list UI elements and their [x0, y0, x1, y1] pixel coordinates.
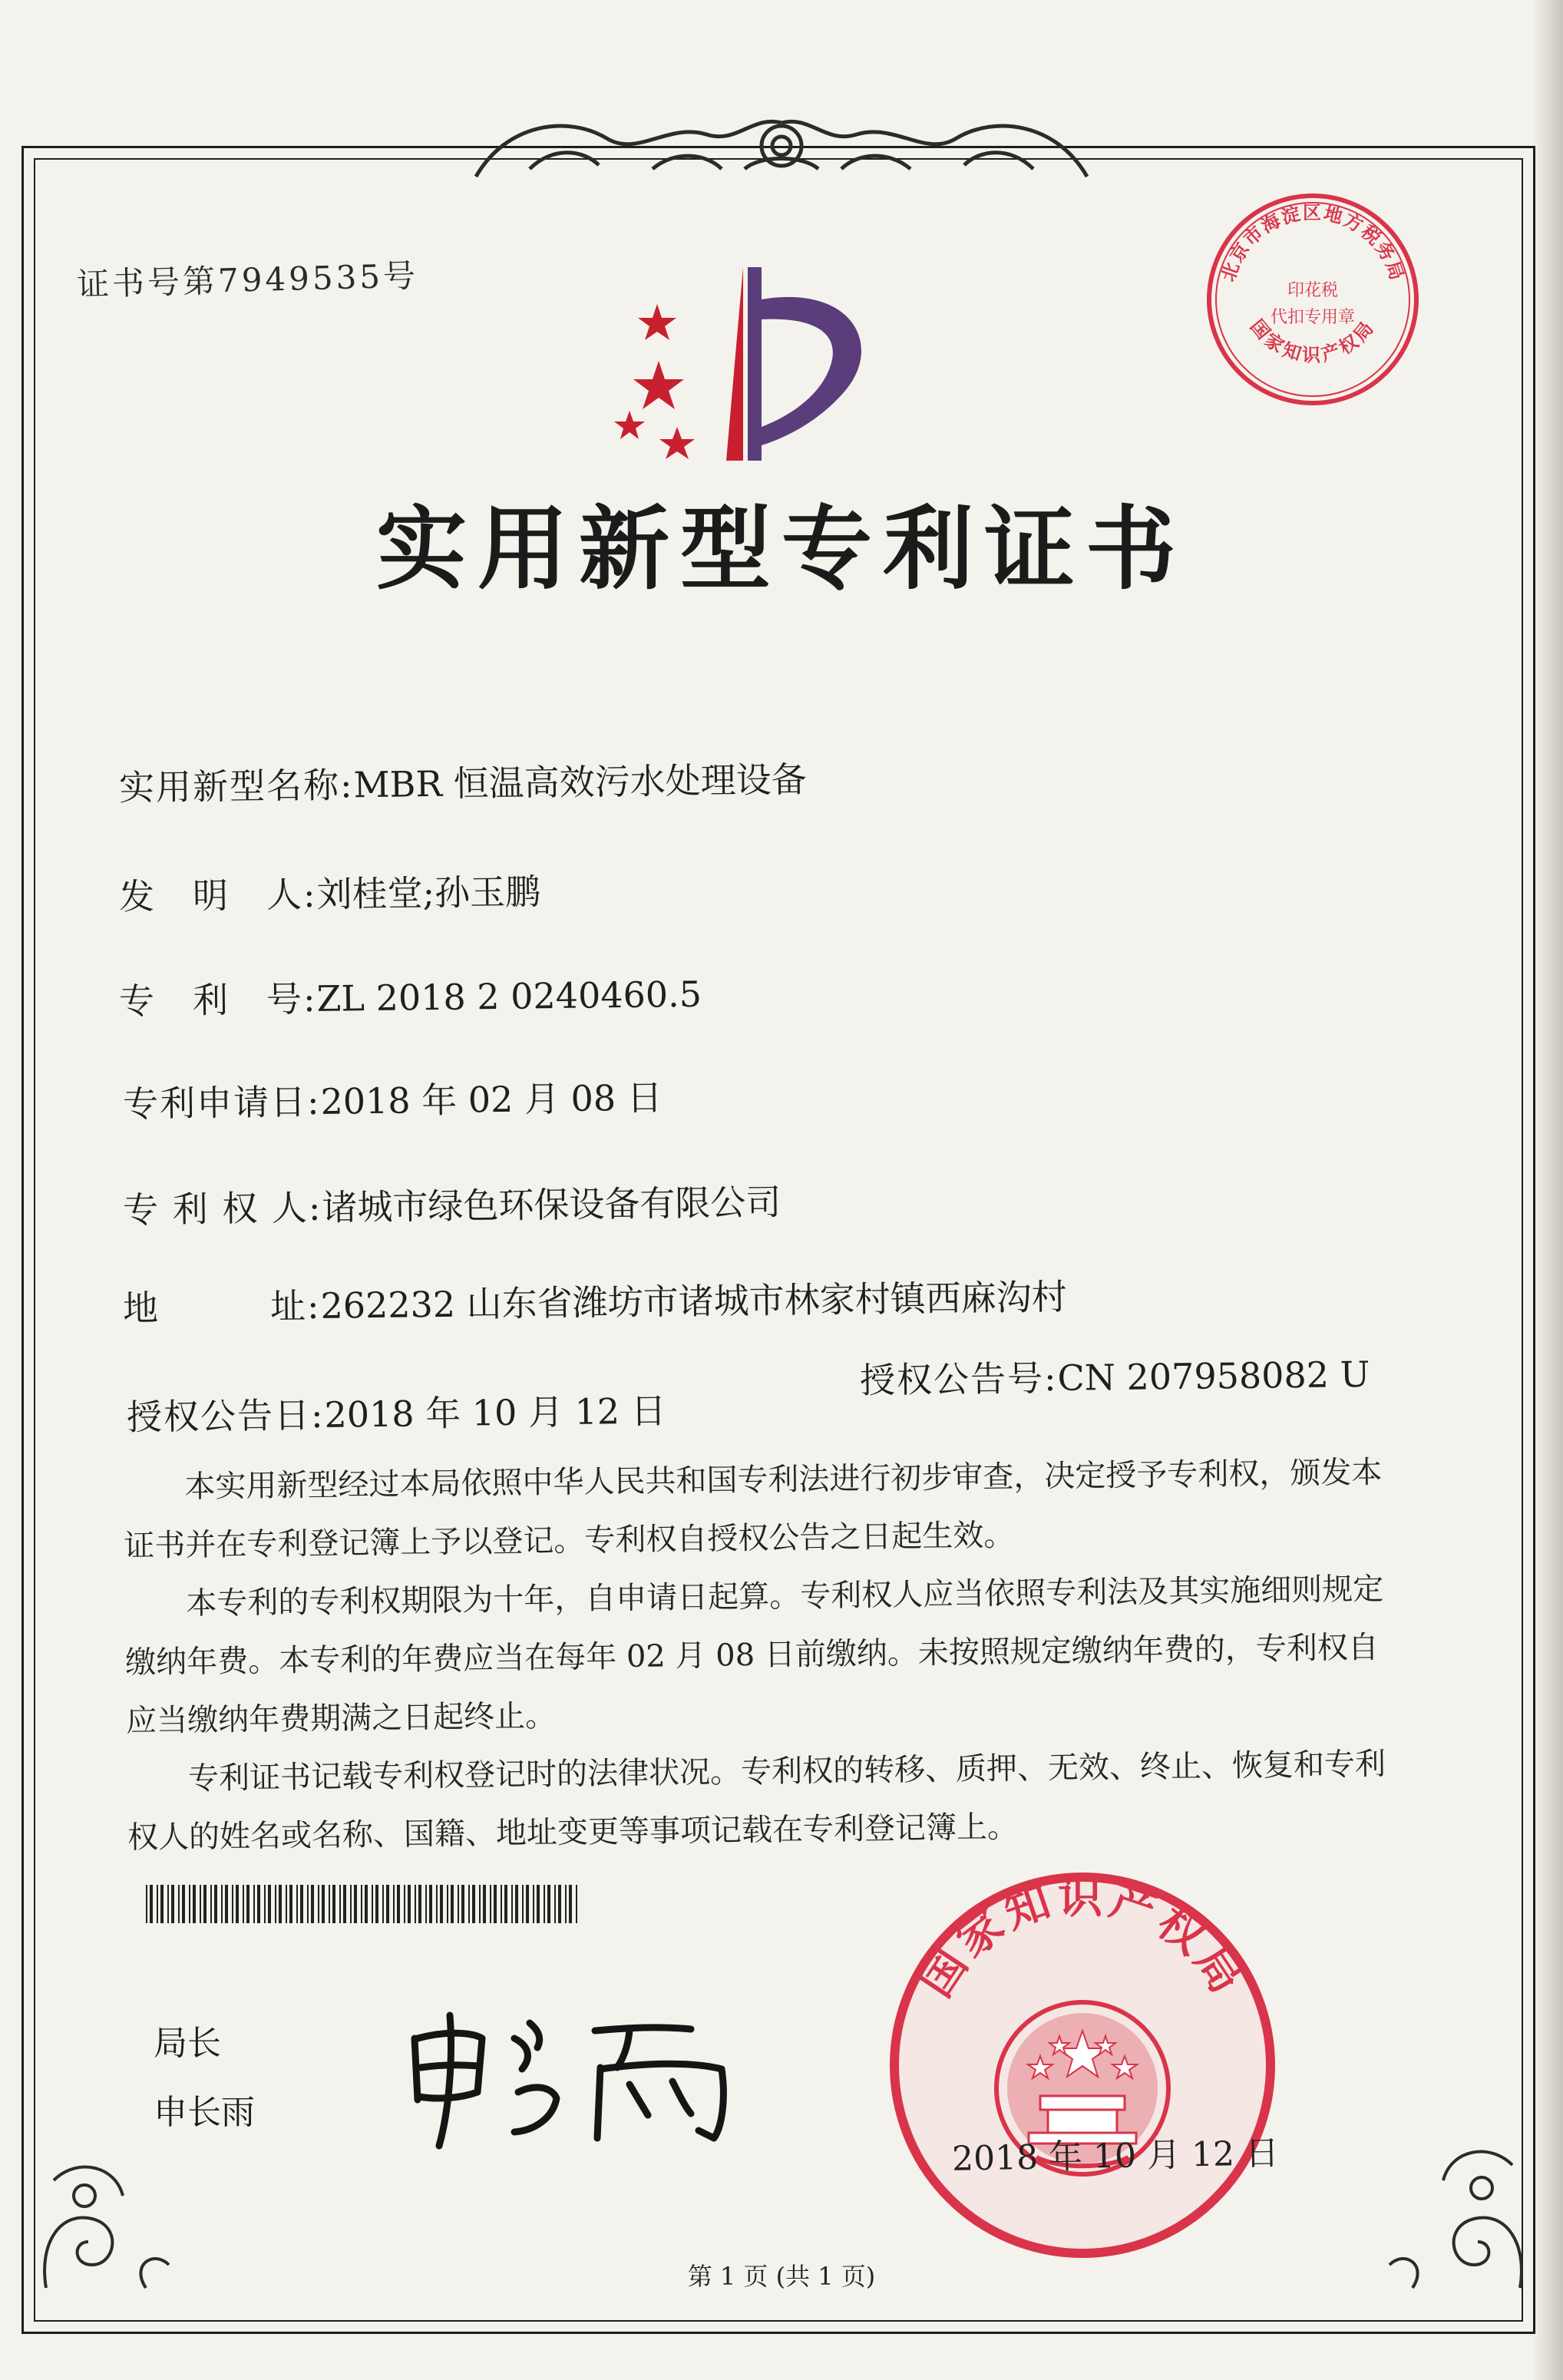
- body-paragraph: 本专利的专利权期限为十年，自申请日起算。专利权人应当依照专利法及其实施细则规定缴纳年费。本专利的年费应当在每年 02 月 08 日前缴纳。未按照规定缴纳年费的，专利权自应当缴纳年费期满之日起终止。: [124, 1571, 1384, 1739]
- field-grant-date: [127, 1383, 667, 1440]
- field-patent-number: [119, 967, 702, 1024]
- field-label: 专利申请日:: [122, 1080, 321, 1125]
- svg-text:北京市海淀区地方税务局: [1218, 202, 1409, 284]
- paper-edge: [1532, 0, 1563, 2380]
- director-name: 申长雨: [154, 2093, 255, 2132]
- field-value: 诸城市绿色环保设备有限公司: [322, 1181, 782, 1228]
- tax-stamp-bottom-text: 国家知识产权局: [1245, 315, 1380, 366]
- tax-stamp-ring-text: 北京市海淀区地方税务局: [1217, 202, 1409, 285]
- body-paragraph: 专利证书记载专利权登记时的法律状况。专利权的转移、质押、无效、终止、恢复和专利权人的姓名或名称、国籍、地址变更等事项记载在专利登记簿上。: [127, 1746, 1386, 1856]
- certificate-body: [123, 1443, 1386, 1867]
- tax-stamp: [1201, 188, 1424, 411]
- director-title: 局长: [154, 2024, 221, 2063]
- field-label: 专 利 号:: [118, 977, 317, 1022]
- field-label: 发 明 人:: [118, 873, 317, 917]
- top-dragon-ornament: [461, 92, 1102, 192]
- field-utility-model-name: [119, 752, 807, 811]
- body-paragraph: 本实用新型经过本局依照中华人民共和国专利法进行初步审查，决定授予专利权，颁发本证书并在专利登记簿上予以登记。专利权自授权公告之日起生效。: [124, 1454, 1383, 1564]
- tax-stamp-line1: 印花税: [1287, 281, 1339, 300]
- field-patentee: [123, 1175, 782, 1233]
- field-inventor: [119, 864, 541, 920]
- field-value: 刘桂堂;孙玉鹏: [316, 871, 541, 915]
- patent-office-logo: [599, 253, 891, 476]
- field-grant-number: [860, 1347, 1370, 1403]
- field-label: 实用新型名称:: [118, 764, 354, 808]
- page-indicator: 第 1 页 (共 1 页): [687, 2262, 876, 2291]
- certificate-title: 实用新型专利证书: [375, 496, 1187, 602]
- field-value: ZL 2018 2 0240460.5: [316, 973, 702, 1020]
- field-filing-date: [123, 1069, 663, 1127]
- field-value: MBR 恒温高效污水处理设备: [353, 759, 807, 806]
- seal-ring-text: 国家知识产权局: [909, 1871, 1256, 2006]
- tax-stamp-line2: 代扣专用章: [1270, 308, 1356, 327]
- field-value: 262232 山东省潍坊市诸城市林家村镇西麻沟村: [320, 1275, 1068, 1327]
- field-value: 2018 年 02 月 08 日: [320, 1076, 663, 1122]
- field-label: 地 址:: [122, 1284, 321, 1329]
- issue-date: 2018 年 10 月 12 日: [951, 2134, 1280, 2179]
- certificate-number: 证书号第7949535号: [76, 256, 419, 303]
- field-label: 授权公告号:: [859, 1357, 1058, 1401]
- field-value: 2018 年 10 月 12 日: [324, 1390, 667, 1436]
- official-seal: [883, 1866, 1282, 2265]
- barcode: [146, 1885, 583, 1923]
- director-signature: [399, 1985, 760, 2161]
- field-label: 专 利 权 人:: [122, 1186, 322, 1231]
- field-value: CN 207958082 U: [1057, 1353, 1370, 1399]
- field-label: 授权公告日:: [126, 1393, 325, 1438]
